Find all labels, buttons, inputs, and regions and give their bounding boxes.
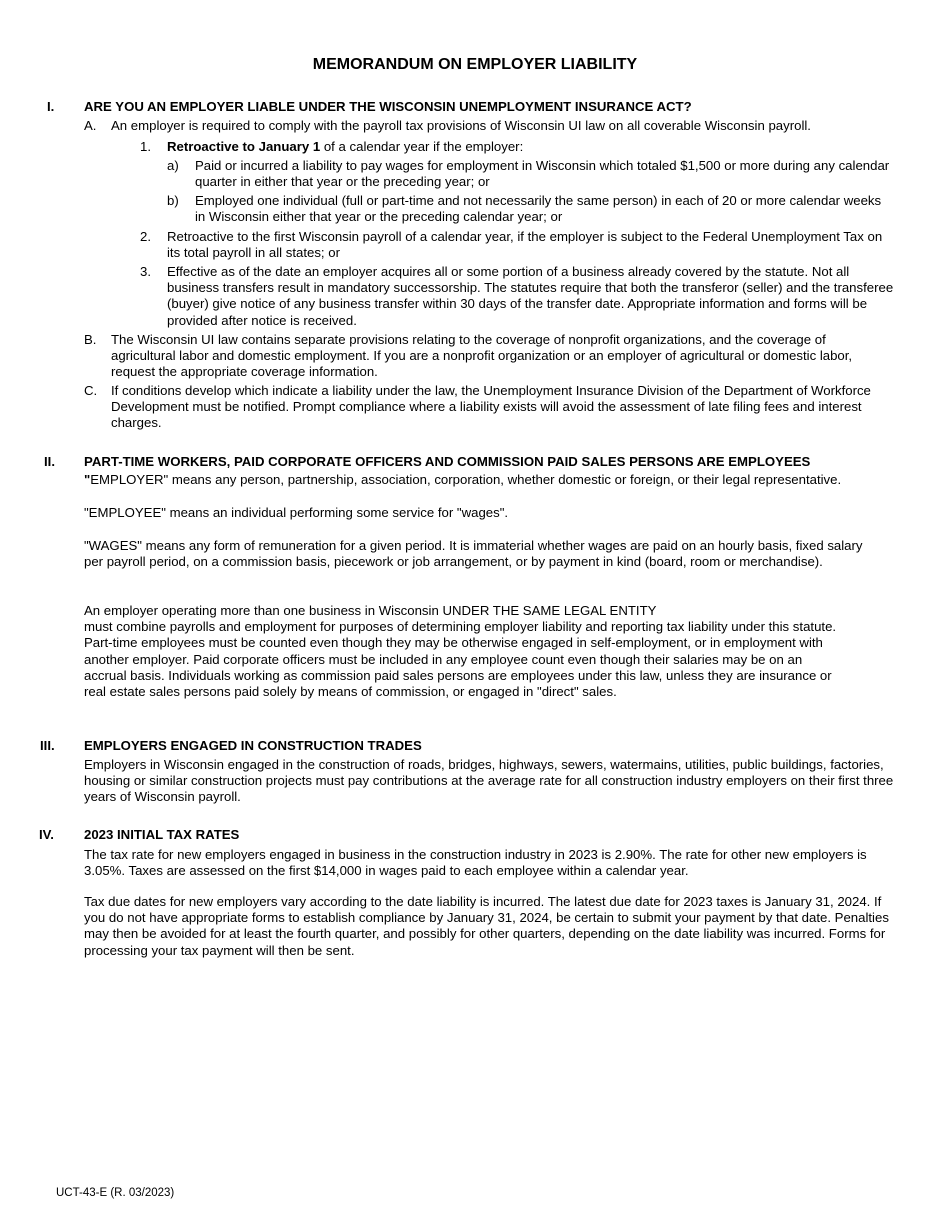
employer-definition	[84, 472, 904, 488]
section-1-heading: ARE YOU AN EMPLOYER LIABLE UNDER THE WISCONSIN UNEMPLOYMENT INSURANCE ACT?	[84, 99, 692, 114]
section-3-heading: EMPLOYERS ENGAGED IN CONSTRUCTION TRADES	[84, 738, 422, 753]
employer-definition-text: EMPLOYER" means any person, partnership, association, corporation, whether domestic or foreign, or their legal representative.	[90, 472, 842, 487]
item-1-text: of a calendar year if the employer:	[320, 139, 524, 154]
employee-definition: "EMPLOYEE" means an individual performing some service for "wages".	[84, 505, 509, 520]
section-3-number: III.	[40, 738, 55, 753]
item-1-bold: Retroactive to January 1	[167, 139, 321, 154]
item-2-text: Retroactive to the first Wisconsin payroll of a calendar year, if the employer is subject to the Federal Unemployment Tax on its total payroll in all states; or	[167, 229, 883, 261]
item-1-label: 1.	[140, 139, 151, 154]
item-1b-label: b)	[167, 193, 179, 208]
item-3-text: Effective as of the date an employer acquires all or some portion of a business already covered by the statute. Not all business transfers result in mandatory successorship. The statutes require that both the transferor (seller) and the transferee (buyer) give notice of any business transfer within 30 days of the transfer date. Appropriate information and forms will be provided after notice is received.	[167, 264, 894, 328]
item-1a-text: Paid or incurred a liability to pay wages for employment in Wisconsin which totaled $1,500 or more during any calendar quarter in either that year or the preceding year; or	[195, 158, 890, 190]
section-3-text: Employers in Wisconsin engaged in the construction of roads, bridges, highways, sewers, watermains, utilities, public buildings, factories, housing or similar construction projects must pay contributions at the average rate for all construction industry employers on their first three years of Wisconsin payroll.	[84, 757, 894, 805]
section-2-heading: PART-TIME WORKERS, PAID CORPORATE OFFICERS AND COMMISSION PAID SALES PERSONS ARE EMPLOYEES	[84, 454, 811, 469]
multiple-business-paragraph	[84, 603, 844, 700]
multiple-business-rest: must combine payrolls and employment for purposes of determining employer liability and reporting tax liability under this statute. Part-time employees must be counted even though they may be otherwise engaged in self-employment, or in employment with another employer. Paid corporate officers must be included in any employee count even though their salaries may be on an accrual basis. Individuals working as commission paid sales persons are employees under this law, unless they are insurance or real estate sales persons paid solely by means of commission, or engaged in "direct" sales.	[84, 619, 837, 700]
section-4-number: IV.	[39, 827, 54, 842]
section-1-c-label: C.	[84, 383, 98, 398]
form-number: UCT-43-E (R. 03/2023)	[56, 1187, 175, 1199]
item-3-label: 3.	[140, 264, 151, 279]
section-1-b-text: The Wisconsin UI law contains separate provisions relating to the coverage of nonprofit organizations, and the coverage of agricultural labor and domestic employment. If you are a nonprofit organization or an employer of agricultural or domestic labor, request the appropriate coverage information.	[111, 332, 853, 380]
item-2-label: 2.	[140, 229, 151, 244]
multiple-business-line-1: An employer operating more than one business in Wisconsin UNDER THE SAME LEGAL ENTITY	[84, 603, 657, 618]
page-title: MEMORANDUM ON EMPLOYER LIABILITY	[312, 56, 638, 73]
section-4-paragraph-1: The tax rate for new employers engaged in business in the construction industry in 2023 is 2.90%. The rate for other new employers is 3.05%. Taxes are assessed on the first $14,000 in wages paid to each employee within a calendar year.	[84, 847, 867, 879]
item-1b-text: Employed one individual (full or part-time and not necessarily the same person) in each of 20 or more calendar weeks in Wisconsin either that year or the preceding calendar year; or	[195, 193, 882, 225]
section-1-b-label: B.	[84, 332, 97, 347]
section-1-c-text: If conditions develop which indicate a liability under the law, the Unemployment Insurance Division of the Department of Workforce Development must be notified. Prompt compliance where a liability exists will avoid the assessment of late filing fees and interest charges.	[111, 383, 871, 431]
section-4-heading: 2023 INITIAL TAX RATES	[84, 827, 240, 842]
section-1-a-text: An employer is required to comply with the payroll tax provisions of Wisconsin UI law on all coverable Wisconsin payroll.	[111, 118, 811, 133]
section-2-number: II.	[44, 454, 55, 469]
item-1	[167, 139, 887, 155]
section-1-number: I.	[47, 99, 55, 114]
item-1a-label: a)	[167, 158, 179, 173]
employer-quote: "	[84, 472, 91, 487]
wages-definition: "WAGES" means any form of remuneration for a given period. It is immaterial whether wages are paid on an hourly basis, fixed salary per payroll period, on a commission basis, piecework or job arrangement, or by payment in kind (board, room or merchandise).	[84, 538, 863, 570]
section-4-paragraph-2: Tax due dates for new employers vary according to the date liability is incurred. The latest due date for 2023 taxes is January 31, 2024. If you do not have appropriate forms to establish compliance by January 31, 2024, be certain to submit your payment by that date. Penalties may then be avoided for at least the fourth quarter, and possibly for other quarters, depending on the date liability was incurred. Forms for processing your tax payment will then be sent.	[84, 894, 889, 958]
section-1-a-label: A.	[84, 118, 97, 133]
